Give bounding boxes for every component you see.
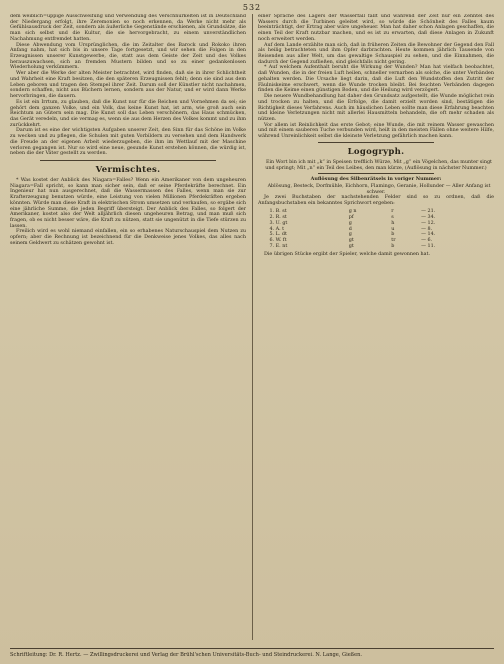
puzzle-cell: 3. U. gt (269, 219, 288, 226)
puzzle-cell: h (391, 219, 395, 226)
page-number: 532 (242, 3, 262, 12)
puzzle-cell: tr (391, 237, 396, 244)
puzzle-cell: u (391, 225, 395, 232)
puzzle-cell: 5. L. dt (269, 231, 287, 238)
puzzle-cell: gt (348, 243, 354, 250)
puzzle-cell: 2. R. st (269, 213, 287, 220)
puzzle-cell: — 21. (421, 207, 436, 214)
solution-heading: Auflösung des Silbenrätsels in voriger Nummer: (310, 176, 442, 183)
right-paragraph: Auf dem Lande erzählte man sich, daß in früheren Zeiten die Bewohner der Gegend den Fall als heilig betrachteten und ihm Opfer darbrachten. Heute kommen jährlich Tausende von Reisenden aus aller Welt, um das gewaltige Schauspiel zu sehen, und die Einnahmen, die dadurch der Gegend zufließen, sind gleichfalls nicht gering. (258, 41, 494, 65)
right-column (258, 14, 494, 642)
left-paragraph: Wer aber die Werke der alten Meister betrachtet, wird finden, daß sie in ihrer Schlichtheit und Wahrheit eine Kraft besitzen, die den späteren Erzeugnissen fehlt; denn sie sind aus dem Leben geboren und tragen den Stempel ihrer Zeit. Darum soll der Künstler nicht nachahmen, sondern schaffen, nicht aus Büchern lernen, sondern aus der Natur, und er wird dann Werke hervorbringen, die dauern. (10, 70, 246, 100)
misc-paragraph: * Was kostet der Anblick des Niagara=Falles? Wenn ein Amerikaner von dem ungeheuren Niagara=Fall spricht, so kann man sicher sein, daß er seine Pferdekräfte berechnet. Ein Ingenieur hat nun ausgerechnet, daß die Wassermassen des Falles, wenn man sie zur Krafterzeugung benutzen würde, eine Leistung von vielen Millionen Pferdekräften ergeben könnten. Würde man diese Kraft in elektrischen Strom umsetzen und verkaufen, so ergäbe sich eine jährliche Summe, die jeden Begriff übersteigt. Der Anblick des Falles, so folgert der Amerikaner, kostet also der Welt alljährlich diesen ungeheuren Betrag, und man muß sich fragen, ob es nicht besser wäre, die Kraft zu nützen, statt sie ungenützt in die Tiefe stürzen zu lassen. (10, 176, 246, 229)
puzzle-cell: — 12. (421, 219, 436, 226)
puzzle-cell: pf (348, 213, 354, 220)
puzzle-cell: b (391, 243, 395, 250)
puzzle-table (267, 209, 484, 250)
misc-paragraph: Freilich wird es wohl niemand einfallen, ein so erhabenes Naturschauspiel dem Nutzen zu opfern; aber die Rechnung ist bezeichnend für die Denkweise jenes Volkes, das alles nach seinem Geldwert zu schätzen gewohnt ist. (10, 228, 246, 246)
puzzle-cell: g (348, 231, 352, 238)
riddle-text: Ein Wort bin ich mit „k“ in Speisen trefflich Würze, Mit „g“ ein Vögelchen, das munter singt und springt; Mit „n“ ein Teil des Leibes, den man kürze, (Auflösung in nächster Nummer.) (265, 158, 493, 171)
column-rule (252, 14, 253, 640)
puzzle-cell: — 6. (421, 237, 433, 244)
solution-text: Ablösung, Besteck, Dorfmühle, Eichhorn, Flamingo, Geranie, Hollunder — Aller Anfang ist schwer. (267, 182, 491, 195)
riddle-heading: Logogryph. (347, 146, 405, 157)
puzzle-intro: Je zwei Buchstaben der nachstehenden Felder sind so zu ordnen, daß die Anfangsbuchstaben ein bekanntes Sprichwort ergeben: (258, 194, 494, 207)
right-paragraph: Die neuere Wundbehandlung hat daher den Grundsatz aufgestellt, die Wunde möglichst rein und trocken zu halten, und die Erfolge, die damit erzielt worden sind, bestätigen die Richtigkeit dieses Verfahrens. Auch im häuslichen Leben sollte man diese Erfahrung beachten und kleine Verletzungen nicht mit allerlei Hausmitteln behandeln, die oft mehr schaden als nützen. (258, 93, 494, 122)
puzzle-cell: — 34. (421, 213, 436, 220)
puzzle-cell: — 8. (421, 225, 433, 232)
puzzle-cell: — 11. (421, 243, 436, 250)
puzzle-cell: s (391, 213, 394, 220)
left-paragraph: Darum ist es eine der wichtigsten Aufgaben unserer Zeit, den Sinn für das Schöne im Volke zu wecken und zu pflegen, die Schulen mit guten Vorbildern zu versehen und dem Handwerk die Freude an der eigenen Arbeit wiederzugeben, die ihm im Wettlauf mit der Maschine verloren gegangen ist. Nur so wird eine neue, gesunde Kunst erstehen können, die würdig ist, neben die der Väter gestellt zu werden. (10, 127, 246, 157)
right-paragraph: Vor allem ist Reinlichkeit das erste Gebot; eine Wunde, die mit reinem Wasser gewaschen und mit einem sauberen Tuche verbunden wird, heilt in den meisten Fällen ohne weitere Hilfe, während Unreinlichkeit selbst die kleinste Verletzung gefährlich machen kann. (258, 121, 494, 140)
section-divider (318, 142, 434, 143)
puzzle-cell: r (391, 207, 394, 214)
left-paragraph: Es ist ein Irrtum, zu glauben, daß die Kunst nur für die Reichen und Vornehmen da sei; sie gehört dem ganzen Volke, und ein Volk, das keine Kunst hat, ist arm, wie groß auch sein Reichtum an Gütern sein mag. Die Kunst soll das Leben verschönern, das Haus schmücken, das Gerät veredeln, und sie vermag es, wenn sie aus dem Herzen des Volkes kommt und zu ihm zurückkehrt. (10, 98, 246, 128)
puzzle-cell: g n (348, 207, 357, 214)
puzzle-cell: 4. A. t (269, 225, 285, 232)
right-paragraph: * Auf welchem Aufenthalt beruht die Wirkung der Wunden? Man hat vielfach beobachtet, daß Wunden, die in der freien Luft heilen, schneller vernarben als solche, die unter Verbänden gehalten werden. Die Ursache liegt darin, daß die Luft den Wundstoffen den Zutritt der Fäulniskeime erschwert, wenn die Wunde trocken bleibt. Bei feuchten Verbänden dagegen finden die Keime einen günstigen Boden, und die Heilung wird verzögert. (258, 64, 494, 94)
left-paragraph: Diese Abwendung vom Ursprünglichen, die im Zeitalter des Barock und Rokoko ihren Anfang nahm, hat sich bis in unsere Tage fortgesetzt, und wir sehen die Folgen in den Erzeugnissen unserer Kunstgewerbe, die, statt aus dem Geiste der Zeit und des Volkes herauszuwachsen, sich an fremden Mustern bilden und so zu einer gedankenlosen Wiederholung verkümmern. (10, 41, 246, 71)
left-paragraph: dem weiblich=üppige Ausschweifung und Verwendung des Verschnürkelten ist in Deutschland der Niedergang erfolgt, ihre Zeremonien so noch erkennen, da Werke nicht mehr als Gefühlsausdruck der Zeit, sondern als äußerliche Gegenstände erschienen, als Grundsätze, die man sich selbst und die Kultur, die sie hervorgebracht, zu einem unverständlichen Nachahmung entfremdet hatten. (10, 14, 246, 42)
puzzle-cell: b (391, 231, 395, 238)
puzzle-cell: d (348, 225, 352, 232)
table-row (267, 244, 484, 250)
puzzle-cell: — 14. (421, 231, 436, 238)
puzzle-cell: 7. E. nt (269, 243, 288, 250)
section-divider (318, 173, 434, 174)
puzzle-cell: gt (348, 237, 354, 244)
section-divider (40, 160, 216, 161)
puzzle-cell: g (348, 219, 352, 226)
puzzle-cell: 1. B. st (269, 207, 287, 214)
closing-text: Die übrigen Stücke ergibt der Spieler, welche damit gewonnen hat. (264, 251, 431, 258)
left-column (10, 14, 246, 642)
imprint-footer: Schriftleitung: Dr. R. Hertz. — Zwillingsdruckerei und Verlag der Brühl'schen Universitäts-Buch- und Steindruckerei. N. Lange, Gießen. (10, 648, 494, 658)
puzzle-cell: 6. W. ft (269, 237, 287, 244)
right-paragraph: einer Sprache des Lagers der Wasserfall fällt und während der Zeit nur ein Zehntel des Wassers durch die Turbinen geleitet wird, so würde die Schönheit des Falles kaum beeinträchtigt, der Ertrag aber wäre ungeheuer. Man hat daher schon Anlagen geschaffen, die einen Teil der Kraft nutzbar machen, und es ist zu erwarten, daß diese Anlagen in Zukunft noch erweitert werden. (258, 14, 494, 42)
section-heading: Vermischtes. (95, 164, 161, 175)
